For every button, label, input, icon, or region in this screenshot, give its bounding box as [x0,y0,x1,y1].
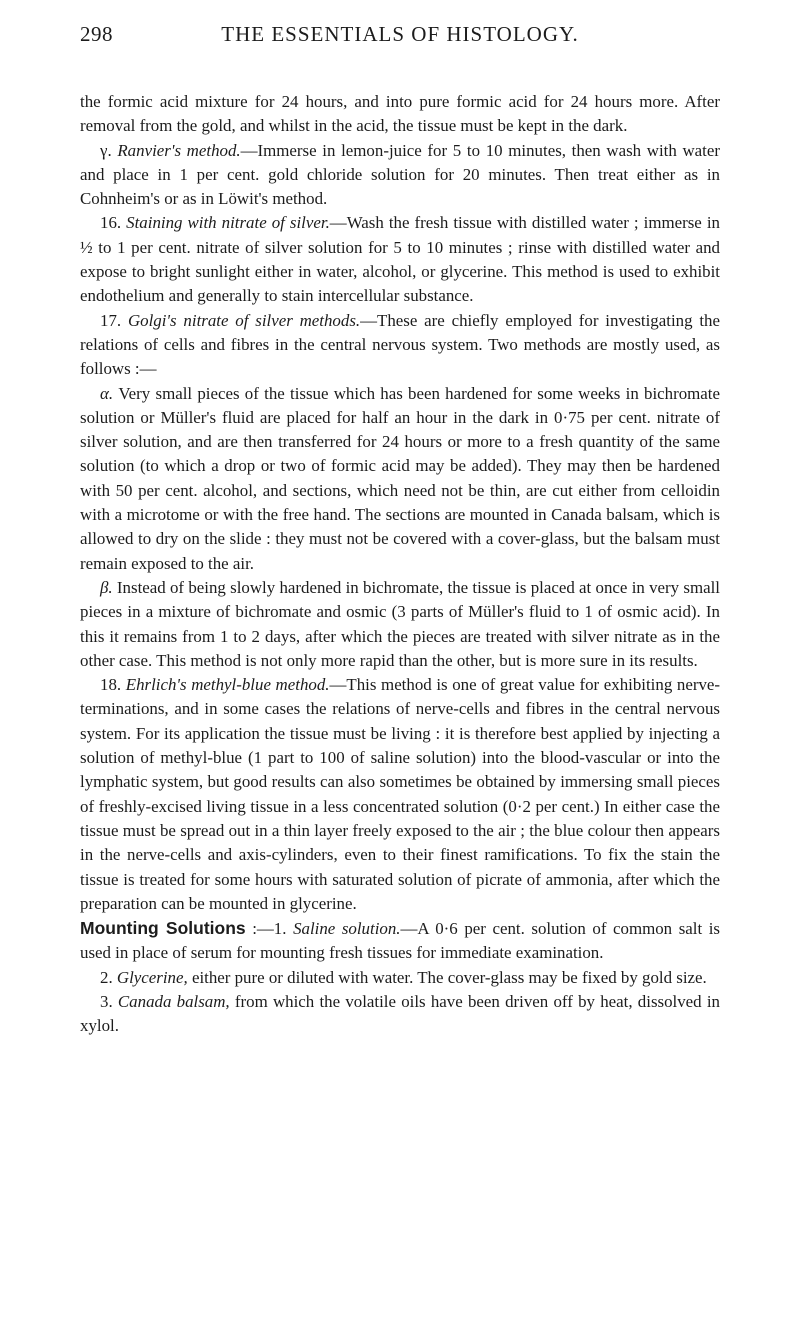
page-number: 298 [80,22,113,46]
item-label: γ. [100,140,112,160]
paragraph-golgi-alpha [80,382,720,576]
paragraph-text: —These are chiefly employed for investigating the relations of cells and fibres in the central nervous system. Two methods are mostly used, as follows :— [80,310,720,379]
method-title: Canada balsam, [117,991,230,1011]
paragraph-golgi-methods [80,309,720,382]
method-title: Staining with nitrate of silver. [126,213,330,233]
section-heading: Mounting Solutions [80,918,246,939]
item-label: β. [100,577,113,597]
method-title: Glycerine, [116,967,188,987]
paragraph-continuation [80,90,720,139]
item-label: :—1. [252,919,287,939]
item-label: 16. [100,213,122,233]
paragraph-text: —Wash the fresh tissue with distilled water ; immerse in ½ to 1 per cent. nitrate of silver solution for 5 to 10 minutes ; rinse with distilled water and expose to bright sunlight either in water, alcohol, or glycerine. This method is used to exhibit endothelium and generally to stain intercellular substance. [80,213,720,306]
paragraph-text: Instead of being slowly hardened in bichromate, the tissue is placed at once in very small pieces in a mixture of bichromate and osmic (3 parts of Müller's fluid to 1 of osmic acid). In this it remains from 1 to 2 days, after which the pieces are treated with silver nitrate as in the other case. This method is not only more rapid than the other, but is more sure in its results. [80,577,720,670]
paragraph-text: either pure or diluted with water. The cover-glass may be fixed by gold size. [187,967,707,987]
page-body [80,90,720,1039]
paragraph-text: —This method is one of great value for exhibiting nerve-terminations, and in some cases the relations of nerve-cells and fibres in the central nervous system. For its application the tissue must be living : it is therefore best applied by injecting a solution of methyl-blue (1 part to 100 of saline solution) into the blood-vascular or into the lymphatic system, but good results can also sometimes be obtained by immersing small pieces of freshly-excised living tissue in a less concentrated solution (0·2 per cent.) In either case the tissue must be spread out in a thin layer freely exposed to the air ; the blue colour then appears in the nerve-cells and axis-cylinders, even to their finest ramifications. To fix the stain the tissue is treated for some hours with saturated solution of picrate of ammonia, after which the preparation can be mounted in glycerine. [80,675,721,913]
paragraph-text: —A 0·6 per cent. solution of common salt is used in place of serum for mounting fresh tissues for immediate examination. [80,919,720,963]
paragraph-text: —Immerse in lemon-juice for 5 to 10 minutes, then wash with water and place in 1 per cent. gold chloride solution for 20 minutes. Then treat either as in Cohnheim's or as in Löwit's method. [80,140,720,209]
paragraph-glycerine [80,966,720,990]
item-label: α. [100,383,114,403]
paragraph-ranvier-method [80,139,720,212]
running-title: THE ESSENTIALS OF HISTOLOGY. [221,22,579,46]
paragraph-mounting-solutions [80,916,720,966]
method-title: Ranvier's method. [117,140,241,160]
method-title: Golgi's nitrate of silver methods. [127,310,361,330]
paragraph-canada-balsam [80,990,720,1039]
item-label: 18. [100,675,122,695]
paragraph-ehrlich-method [80,673,720,916]
paragraph-text: Very small pieces of the tissue which has been hardened for some weeks in bichromate solution or Müller's fluid are placed for half an hour in the dark in 0·75 per cent. nitrate of silver solution, and are then transferred for 24 hours or more to a fresh quantity of the same solution (to which a drop or two of formic acid may be added). They may then be hardened with 50 per cent. alcohol, and sections, which need not be thin, are cut either from celloidin with a microtome or with the free hand. The sections are mounted in Canada balsam, which is allowed to dry on the slide : they must not be covered with a cover-glass, but the balsam must remain exposed to the air. [80,383,720,573]
paragraph-text: from which the volatile oils have been driven off by heat, dissolved in xylol. [80,991,720,1036]
item-label: 3. [100,991,113,1011]
method-title: Saline solution. [293,919,401,939]
paragraph-silver-nitrate [80,211,720,308]
item-label: 2. [100,967,113,987]
page-header [80,22,720,54]
paragraph-text: the formic acid mixture for 24 hours, and into pure formic acid for 24 hours more. After removal from the gold, and whilst in the acid, the tissue must be kept in the dark. [80,92,720,136]
method-title: Ehrlich's methyl-blue method. [125,675,330,695]
paragraph-golgi-beta [80,576,720,673]
item-label: 17. [100,310,122,330]
